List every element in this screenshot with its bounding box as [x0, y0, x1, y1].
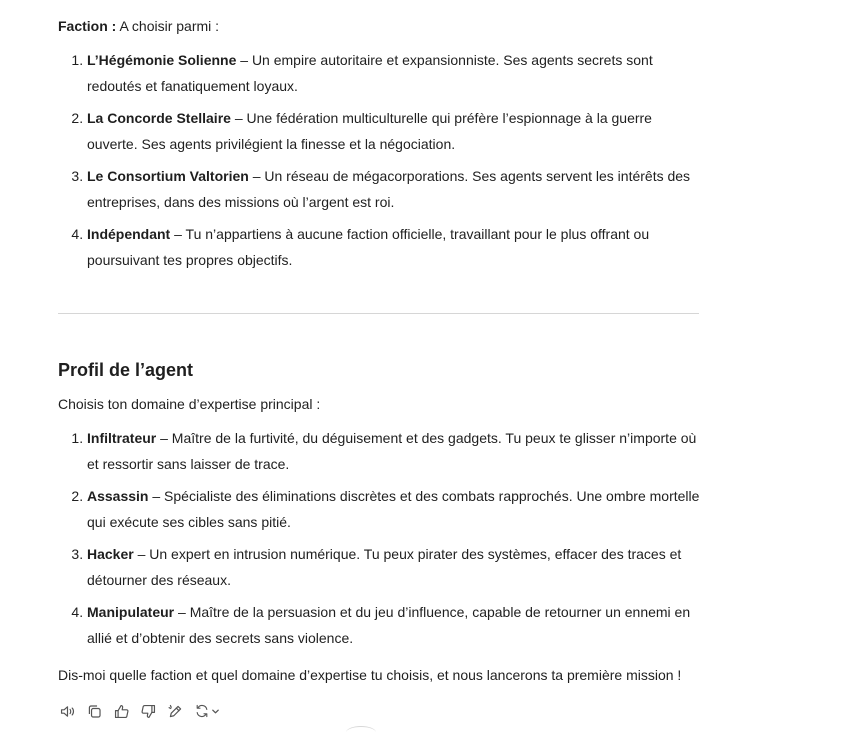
faction-intro — [58, 14, 703, 38]
speaker-icon — [59, 703, 76, 720]
profile-intro: Choisis ton domaine d’expertise principal : — [58, 396, 321, 412]
faction-desc: – Tu n’appartiens à aucune faction officielle, travaillant pour le plus offrant ou poursuivant tes propres objectifs. — [87, 226, 650, 268]
regenerate-icon — [194, 703, 210, 719]
closing-text: Dis-moi quelle faction et quel domaine d’expertise tu choisis, et nous lancerons ta première mission ! — [58, 667, 682, 683]
thumbs-up-button[interactable] — [112, 701, 130, 721]
message-toolbar — [58, 701, 221, 721]
faction-list — [58, 48, 703, 273]
edit-pen-icon — [167, 703, 184, 720]
profile-desc: – Un expert en intrusion numérique. Tu peux pirater des systèmes, effacer des traces et détourner des réseaux. — [87, 546, 682, 588]
thumbs-down-icon — [140, 703, 157, 720]
faction-name: Le Consortium Valtorien — [87, 168, 249, 184]
faction-label: Faction : — [58, 18, 117, 34]
chevron-down-icon — [211, 707, 220, 716]
list-item — [87, 484, 703, 535]
faction-desc: – Une fédération multiculturelle qui préfère l’espionnage à la guerre ouverte. Ses agents privilégient la finesse et la négociation. — [87, 110, 652, 152]
regenerate-button[interactable] — [193, 701, 221, 721]
profile-desc: – Maître de la furtivité, du déguisement et des gadgets. Tu peux te glisser n’importe où et ressortir sans laisser de trace. — [87, 430, 697, 472]
copy-icon — [86, 703, 103, 720]
profile-name: Manipulateur — [87, 604, 175, 620]
list-item — [87, 600, 703, 651]
profile-name: Infiltrateur — [87, 430, 157, 446]
list-item — [87, 222, 703, 273]
list-item — [87, 542, 703, 593]
thumbs-up-icon — [113, 703, 130, 720]
faction-name: La Concorde Stellaire — [87, 110, 231, 126]
message-content — [58, 14, 703, 687]
list-item — [87, 164, 703, 215]
faction-desc: – Un empire autoritaire et expansionniste. Ses agents secrets sont redoutés et fanatiquement loyaux. — [87, 52, 653, 94]
list-item — [87, 106, 703, 157]
profile-desc: – Spécialiste des éliminations discrètes et des combats rapprochés. Une ombre mortelle qui exécute ses cibles sans pitié. — [87, 488, 700, 530]
faction-intro-text: A choisir parmi : — [116, 18, 220, 34]
profile-desc: – Maître de la persuasion et du jeu d’influence, capable de retourner un ennemi en allié et d’obtenir des secrets sans violence. — [87, 604, 691, 646]
faction-name: Indépendant — [87, 226, 171, 242]
read-aloud-button[interactable] — [58, 701, 76, 721]
list-item — [87, 426, 703, 477]
profile-name: Hacker — [87, 546, 134, 562]
list-item — [87, 48, 703, 99]
faction-desc: – Un réseau de mégacorporations. Ses agents servent les intérêts des entreprises, dans des missions où l’argent est roi. — [87, 168, 691, 210]
faction-name: L’Hégémonie Solienne — [87, 52, 237, 68]
profile-list — [58, 426, 703, 651]
copy-button[interactable] — [85, 701, 103, 721]
edit-button[interactable] — [166, 701, 184, 721]
scroll-down-indicator[interactable] — [346, 726, 376, 732]
profile-name: Assassin — [87, 488, 149, 504]
thumbs-down-button[interactable] — [139, 701, 157, 721]
profile-heading: Profil de l’agent — [58, 360, 194, 380]
divider — [58, 313, 699, 314]
